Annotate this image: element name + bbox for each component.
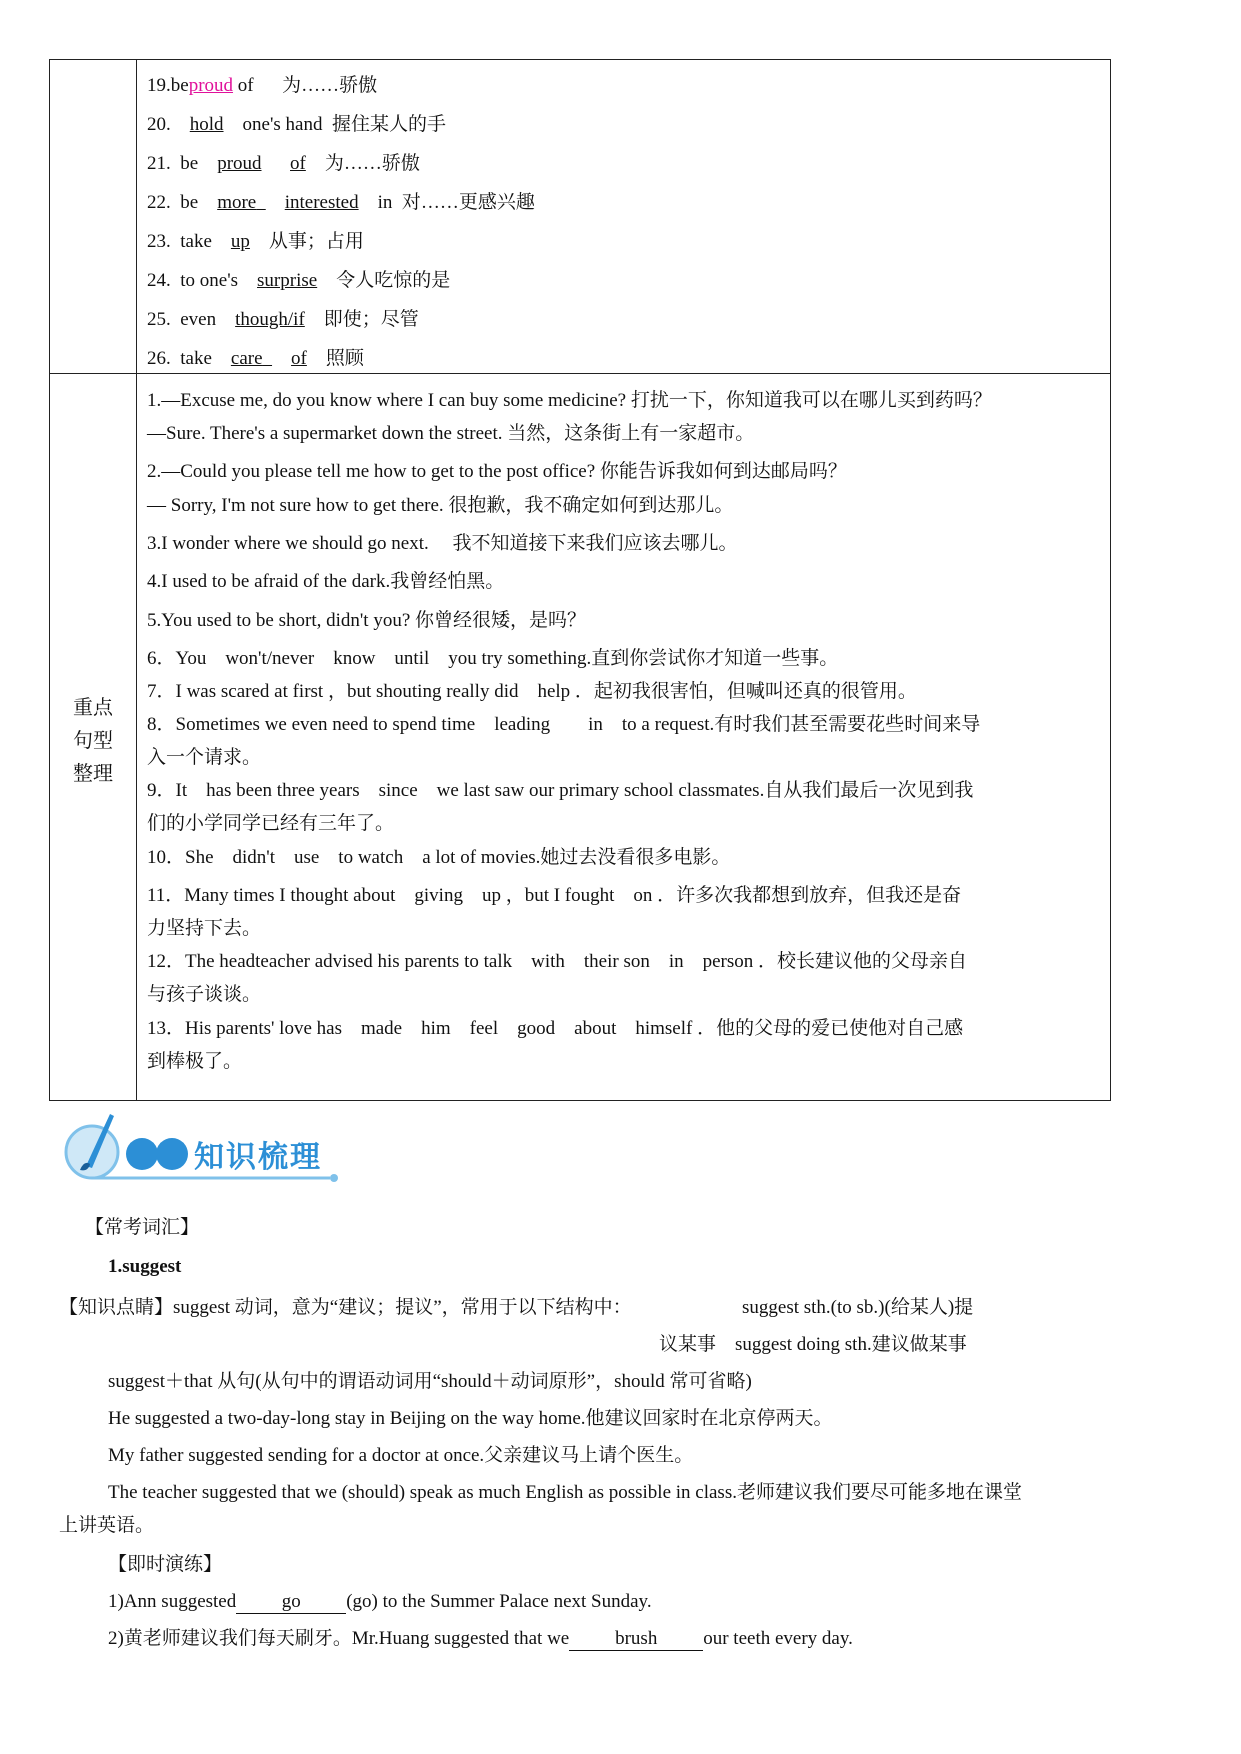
sentence-line: 2.—Could you please tell me how to get to the post office? 你能告诉我如何到达邮局吗？	[147, 461, 847, 482]
example-1: He suggested a two-day-long stay in Beijing on the way home.他建议回家时在北京停两天。	[108, 1408, 833, 1429]
phrase-20: 20. hold one's hand 握住某人的手	[147, 114, 446, 135]
sentence-line: 11．Many times I thought about giving up ，but I fought on ．许多次我都想到放弃，但我还是奋	[147, 885, 962, 906]
sentence-line: 6．You won't/never know until you try something.直到你尝试你才知道一些事。	[147, 648, 839, 669]
tip-line: 【知识点睛】suggest 动词，意为“建议；提议”，常用于以下结构中：	[59, 1297, 632, 1318]
phrase-25: 25. even though/if 即使；尽管	[147, 309, 419, 330]
word-heading: 1.suggest	[108, 1256, 182, 1277]
example-2: My father suggested sending for a doctor at once.父亲建议马上请个医生。	[108, 1445, 694, 1466]
phrase-19: 19.beproud of 为……骄傲	[147, 75, 378, 96]
structure-2: suggest doing sth.建议做某事	[735, 1334, 967, 1355]
phrase-23: 23. take up 从事；占用	[147, 231, 364, 252]
sentence-line: 4.I used to be afraid of the dark.我曾经怕黑。	[147, 571, 505, 592]
structure-1-cont: 议某事	[659, 1334, 717, 1355]
column-divider	[136, 60, 137, 1100]
vocab-sentence-table	[49, 59, 1111, 1101]
exercise-2: 2)黄老师建议我们每天刷牙。Mr.Huang suggested that we brush our teeth every day.	[108, 1628, 853, 1649]
sentence-line: 7．I was scared at first ，but shouting really did help ．起初我很害怕，但喊叫还真的很管用。	[147, 681, 917, 702]
section-heading: 【常考词汇】	[85, 1217, 200, 1238]
example-3-cont: 上讲英语。	[59, 1515, 155, 1536]
sentence-line: 13．His parents' love has made him feel good about himself ．他的父母的爱已使他对自己感	[147, 1018, 964, 1039]
sentence-line: 12．The headteacher advised his parents to talk with their son in person ．校长建议他的父母亲自	[147, 951, 968, 972]
example-3: The teacher suggested that we (should) speak as much English as possible in class.老师建议我们要尽可能多地在课堂	[108, 1482, 1022, 1503]
sentence-line: 9．It has been three years since we last saw our primary school classmates.自从我们最后一次见到我	[147, 780, 974, 801]
sentence-line: 到棒极了。	[147, 1051, 243, 1072]
exercise-1: 1)Ann suggested go (go) to the Summer Palace next Sunday.	[108, 1591, 652, 1612]
phrase-22: 22. be more interested in 对……更感兴趣	[147, 192, 535, 213]
phrase-24: 24. to one's surprise 令人吃惊的是	[147, 270, 451, 291]
sentence-line: — Sorry, I'm not sure how to get there. 很抱歉，我不确定如何到达那儿。	[147, 495, 734, 516]
sentence-line: 3.I wonder where we should go next. 我不知道接下来我们应该去哪儿。	[147, 533, 738, 554]
sentence-line: 10．She didn't use to watch a lot of movies.她过去没看很多电影。	[147, 847, 731, 868]
structure-1: suggest sth.(to sb.)(给某人)提	[742, 1297, 974, 1318]
sentence-line: 力坚持下去。	[147, 918, 262, 939]
sentence-line: 8．Sometimes we even need to spend time leading in to a request.有时我们甚至需要花些时间来导	[147, 714, 981, 735]
sentence-line: 1.—Excuse me, do you know where I can buy some medicine? 打扰一下，你知道我可以在哪儿买到药吗？	[147, 390, 992, 411]
sentence-line: 与孩子谈谈。	[147, 984, 262, 1005]
structure-3: suggest＋that 从句(从句中的谓语动词用“should＋动词原形”，should 常可省略)	[108, 1371, 752, 1392]
sentence-line: 入一个请求。	[147, 747, 262, 768]
sentences-label: 重点 句型 整理	[73, 697, 113, 785]
practice-heading: 【即时演练】	[108, 1554, 223, 1575]
sentence-line: 们的小学同学已经有三年了。	[147, 813, 395, 834]
sentence-line: —Sure. There's a supermarket down the street. 当然，这条街上有一家超市。	[147, 423, 755, 444]
row-divider	[50, 373, 1110, 374]
section-banner	[58, 1108, 348, 1188]
answer-blank[interactable]: brush	[569, 1628, 703, 1651]
sentence-line: 5.You used to be short, didn't you? 你曾经很矮，是吗？	[147, 610, 587, 631]
phrase-26: 26. take care of 照顾	[147, 348, 364, 369]
banner-title: 知识梳理	[194, 1140, 322, 1175]
answer-blank[interactable]: go	[236, 1591, 346, 1614]
phrase-21: 21. be proud of 为……骄傲	[147, 153, 420, 174]
